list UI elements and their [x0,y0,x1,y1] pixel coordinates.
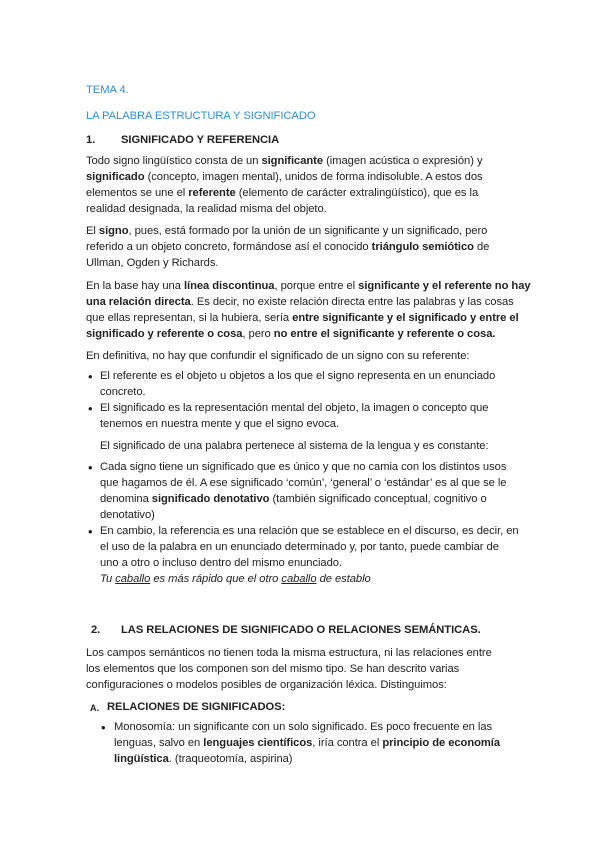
bullet-1-line-1: El referente es el objeto u objetos a los que el signo representa en un enunciado [100,370,496,382]
paragraph-2-line-2: referido a un objeto concreto, formándose así el conocido triángulo semiótico de [86,241,490,253]
bullet-icon: • [88,460,93,475]
paragraph-1-line-4: realidad designada, la realidad misma del objeto. [86,203,327,215]
bullet-3-line-3: denomina significado denotativo (también significado conceptual, cognitivo o [100,493,487,505]
monosemia-line-2: lenguas, salvo en lenguajes científicos, iría contra el principio de economía [114,737,501,749]
section-2-paragraph-line-3: configuraciones o modelos posibles de organización léxica. Distinguimos: [86,679,447,691]
paragraph-3-line-3: que ellas representan, si la hubiera, sería entre significante y el significado y entre el [86,312,519,324]
section-2-heading: LAS RELACIONES DE SIGNIFICADO O RELACIONES SEMÁNTICAS. [121,624,481,636]
monosemia-line-3: lingüística. (traqueotomía, aspirina) [114,753,293,765]
bullet-2-line-1: El significado es la representación mental del objeto, la imagen o concepto que [100,402,489,414]
paragraph-2-line-3: Ullman, Ogden y Richards. [86,257,219,269]
section-2-number: 2. [91,624,101,636]
bullet-4-line-2: el uso de la palabra en un enunciado determinado y, por tanto, puede cambiar de [100,541,499,553]
bullet-3-line-1: Cada signo tiene un significado que es único y que no camia con los distintos usos [100,461,507,473]
subsection-a-heading: RELACIONES DE SIGNIFICADOS: [107,701,286,713]
bullet-icon: • [88,369,93,384]
bullet-icon: • [88,524,93,539]
paragraph-5: El significado de una palabra pertenece al sistema de la lengua y es constante: [100,440,489,452]
bullet-2-line-2: tenemos en nuestra mente y que el signo evoca. [100,418,340,430]
section-2-paragraph-line-2: los elementos que los componen son del mismo tipo. Se han descrito varias [86,663,460,675]
document-subtitle: LA PALABRA ESTRUCTURA Y SIGNIFICADO [86,110,316,122]
paragraph-1-line-3: elementos se une el referente (elemento de carácter extralingüístico), que es la [86,187,479,199]
monosemia-line-1: Monosomía: un significante con un solo significado. Es poco frecuente en las [114,721,493,733]
paragraph-1-line-2: significado (concepto, imagen mental), unidos de forma indisoluble. A estos dos [86,171,483,183]
paragraph-4: En definitiva, no hay que confundir el significado de un signo con su referente: [86,350,470,362]
paragraph-2-line-1: El signo, pues, está formado por la unión de un significante y un significado, pero [86,225,488,237]
bullet-icon: • [101,720,106,735]
document-title: TEMA 4. [86,84,129,96]
paragraph-3-line-1: En la base hay una línea discontinua, porque entre el significante y el referente no hay [86,280,531,292]
bullet-1-line-2: concreto. [100,386,146,398]
paragraph-3-line-2: una relación directa. Es decir, no existe relación directa entre las palabras y las cosas [86,296,514,308]
bullet-icon: • [88,401,93,416]
section-1-number: 1. [86,134,96,146]
bullet-4-line-1: En cambio, la referencia es una relación que se establece en el discurso, es decir, en [100,525,519,537]
example-sentence: Tu caballo es más rápido que el otro caballo de establo [100,573,371,585]
paragraph-1-line-1: Todo signo lingüístico consta de un significante (imagen acústica o expresión) y [86,155,483,167]
bullet-3-line-2: que hagamos de él. A ese significado ‘común’, ‘general’ o ‘estándar’ es al que se le [100,477,507,489]
paragraph-3-line-4: significado y referente o cosa, pero no entre el significante y referente o cosa. [86,328,496,340]
bullet-3-line-4: denotativo) [100,509,155,521]
section-1-heading: SIGNIFICADO Y REFERENCIA [121,134,280,146]
subsection-a-letter: A. [90,703,99,713]
section-2-paragraph-line-1: Los campos semánticos no tienen toda la misma estructura, ni las relaciones entre [86,647,492,659]
bullet-4-line-3: uno a otro o incluso dentro del mismo enunciado. [100,557,343,569]
